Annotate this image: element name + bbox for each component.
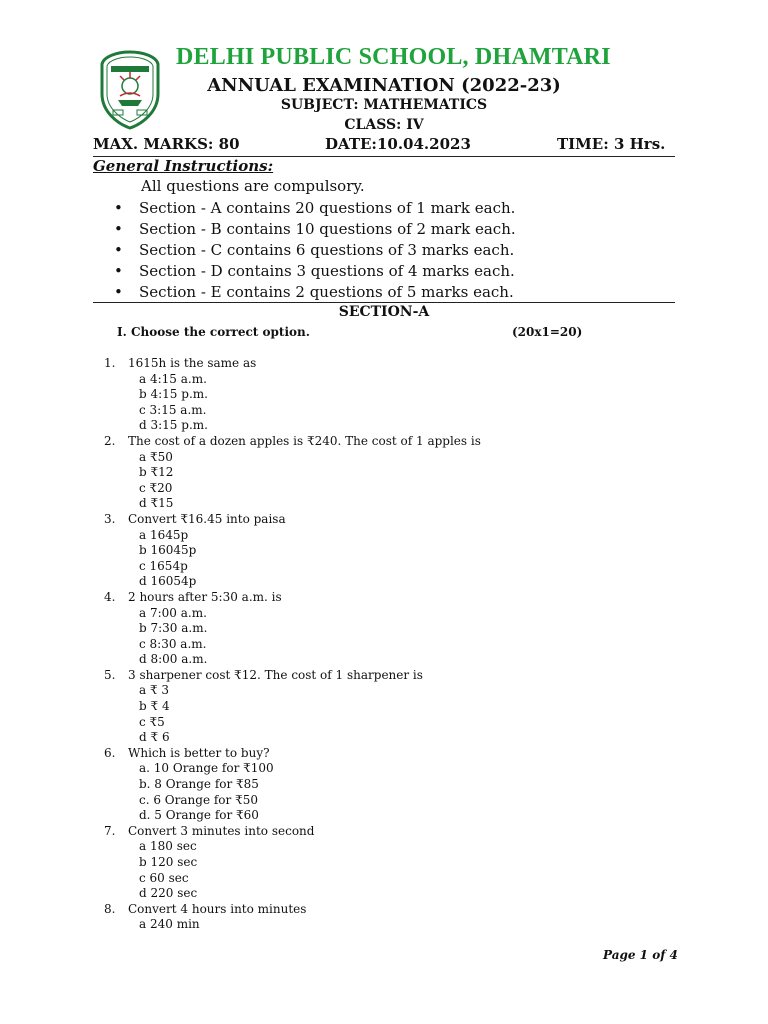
question-text: Which is better to buy? — [128, 745, 270, 760]
subject: SUBJECT: MATHEMATICS — [280, 97, 488, 113]
bullet-icon: • — [114, 220, 123, 238]
question-list — [104, 356, 481, 933]
question-number: 6. — [104, 745, 116, 760]
answer-option: a 7:00 a.m. — [139, 605, 207, 620]
question-text: The cost of a dozen apples is ₹240. The cost of 1 apples is — [128, 433, 481, 448]
answer-option: d ₹15 — [139, 496, 174, 511]
answer-option: d 3:15 p.m. — [139, 418, 208, 433]
section-divider — [93, 302, 675, 303]
answer-option: d 16054p — [139, 574, 197, 589]
answer-option: c. 6 Orange for ₹50 — [139, 792, 258, 807]
answer-option: b ₹ 4 — [139, 699, 170, 714]
question-item — [104, 434, 481, 450]
answer-option: b 7:30 a.m. — [139, 621, 208, 636]
question-item — [104, 902, 481, 918]
instructions-list — [114, 198, 516, 303]
question-item — [104, 590, 481, 606]
answer-option: b. 8 Orange for ₹85 — [139, 777, 259, 792]
question-text: 3 sharpener cost ₹12. The cost of 1 sharpener is — [128, 667, 423, 682]
section-title: SECTION-A — [338, 304, 430, 320]
question-number: 1. — [104, 356, 116, 370]
page-number: Page 1 of 4 — [603, 948, 678, 962]
question-item — [104, 824, 481, 840]
answer-option: d 8:00 a.m. — [139, 652, 208, 667]
answer-option: d. 5 Orange for ₹60 — [139, 808, 259, 823]
question-number: 2. — [104, 433, 116, 448]
section-marks: (20x1=20) — [512, 325, 583, 339]
answer-option: d ₹ 6 — [139, 730, 170, 745]
answer-option: a 1645p — [139, 527, 189, 542]
answer-option: b 120 sec — [139, 855, 198, 869]
answer-option: c 8:30 a.m. — [139, 636, 207, 651]
instructions-lead: All questions are compulsory. — [141, 177, 365, 195]
question-text: Convert ₹16.45 into paisa — [128, 511, 286, 526]
instruction-item: • Section - D contains 3 questions of 4 marks each. — [114, 262, 515, 280]
answer-option: c 3:15 a.m. — [139, 402, 207, 417]
question-number: 4. — [104, 589, 116, 604]
answer-option: c 60 sec — [139, 870, 189, 885]
answer-option: a 4:15 a.m. — [139, 371, 207, 386]
question-number: 7. — [104, 823, 116, 838]
school-logo — [98, 50, 162, 130]
question-item — [104, 356, 481, 372]
instruction-item: • Section - E contains 2 questions of 5 marks each. — [114, 283, 514, 301]
answer-option: c 1654p — [139, 558, 188, 573]
question-number: 5. — [104, 667, 116, 682]
instructions-heading: General Instructions: — [93, 157, 274, 175]
instruction-item: • Section - B contains 10 questions of 2 mark each. — [114, 220, 516, 238]
question-item — [104, 512, 481, 528]
question-item — [104, 668, 481, 684]
bullet-icon: • — [114, 241, 123, 259]
answer-option: a. 10 Orange for ₹100 — [139, 761, 274, 776]
question-number: 3. — [104, 511, 116, 526]
answer-option: a ₹50 — [139, 449, 173, 464]
question-item — [104, 746, 481, 762]
bullet-icon: • — [114, 199, 123, 217]
exam-time: TIME: 3 Hrs. — [557, 135, 666, 153]
question-text: Convert 4 hours into minutes — [128, 901, 307, 916]
question-text: Convert 3 minutes into second — [128, 823, 315, 838]
answer-option: b 16045p — [139, 543, 197, 558]
class-label: CLASS: IV — [344, 117, 424, 133]
bullet-icon: • — [114, 262, 123, 280]
answer-option: a 180 sec — [139, 839, 197, 854]
answer-option: c ₹5 — [139, 714, 165, 729]
question-text: 2 hours after 5:30 a.m. is — [128, 589, 282, 604]
answer-option: b ₹12 — [139, 465, 174, 480]
answer-option: d 220 sec — [139, 886, 198, 901]
max-marks: MAX. MARKS: 80 — [93, 135, 240, 153]
bullet-icon: • — [114, 283, 123, 301]
answer-option: b 4:15 p.m. — [139, 387, 208, 402]
question-number: 8. — [104, 901, 116, 916]
exam-date: DATE:10.04.2023 — [325, 135, 471, 153]
school-name: DELHI PUBLIC SCHOOL, DHAMTARI — [176, 44, 611, 70]
answer-option: a ₹ 3 — [139, 683, 170, 698]
question-text: 1615h is the same as — [128, 356, 257, 370]
exam-title: ANNUAL EXAMINATION (2022-23) — [207, 75, 561, 96]
instruction-item: • Section - C contains 6 questions of 3 marks each. — [114, 241, 515, 259]
answer-option: c ₹20 — [139, 480, 173, 495]
instruction-item: • Section - A contains 20 questions of 1 mark each. — [114, 199, 516, 217]
answer-option: a 240 min — [139, 917, 200, 932]
section-instruction: I. Choose the correct option. — [117, 325, 310, 339]
